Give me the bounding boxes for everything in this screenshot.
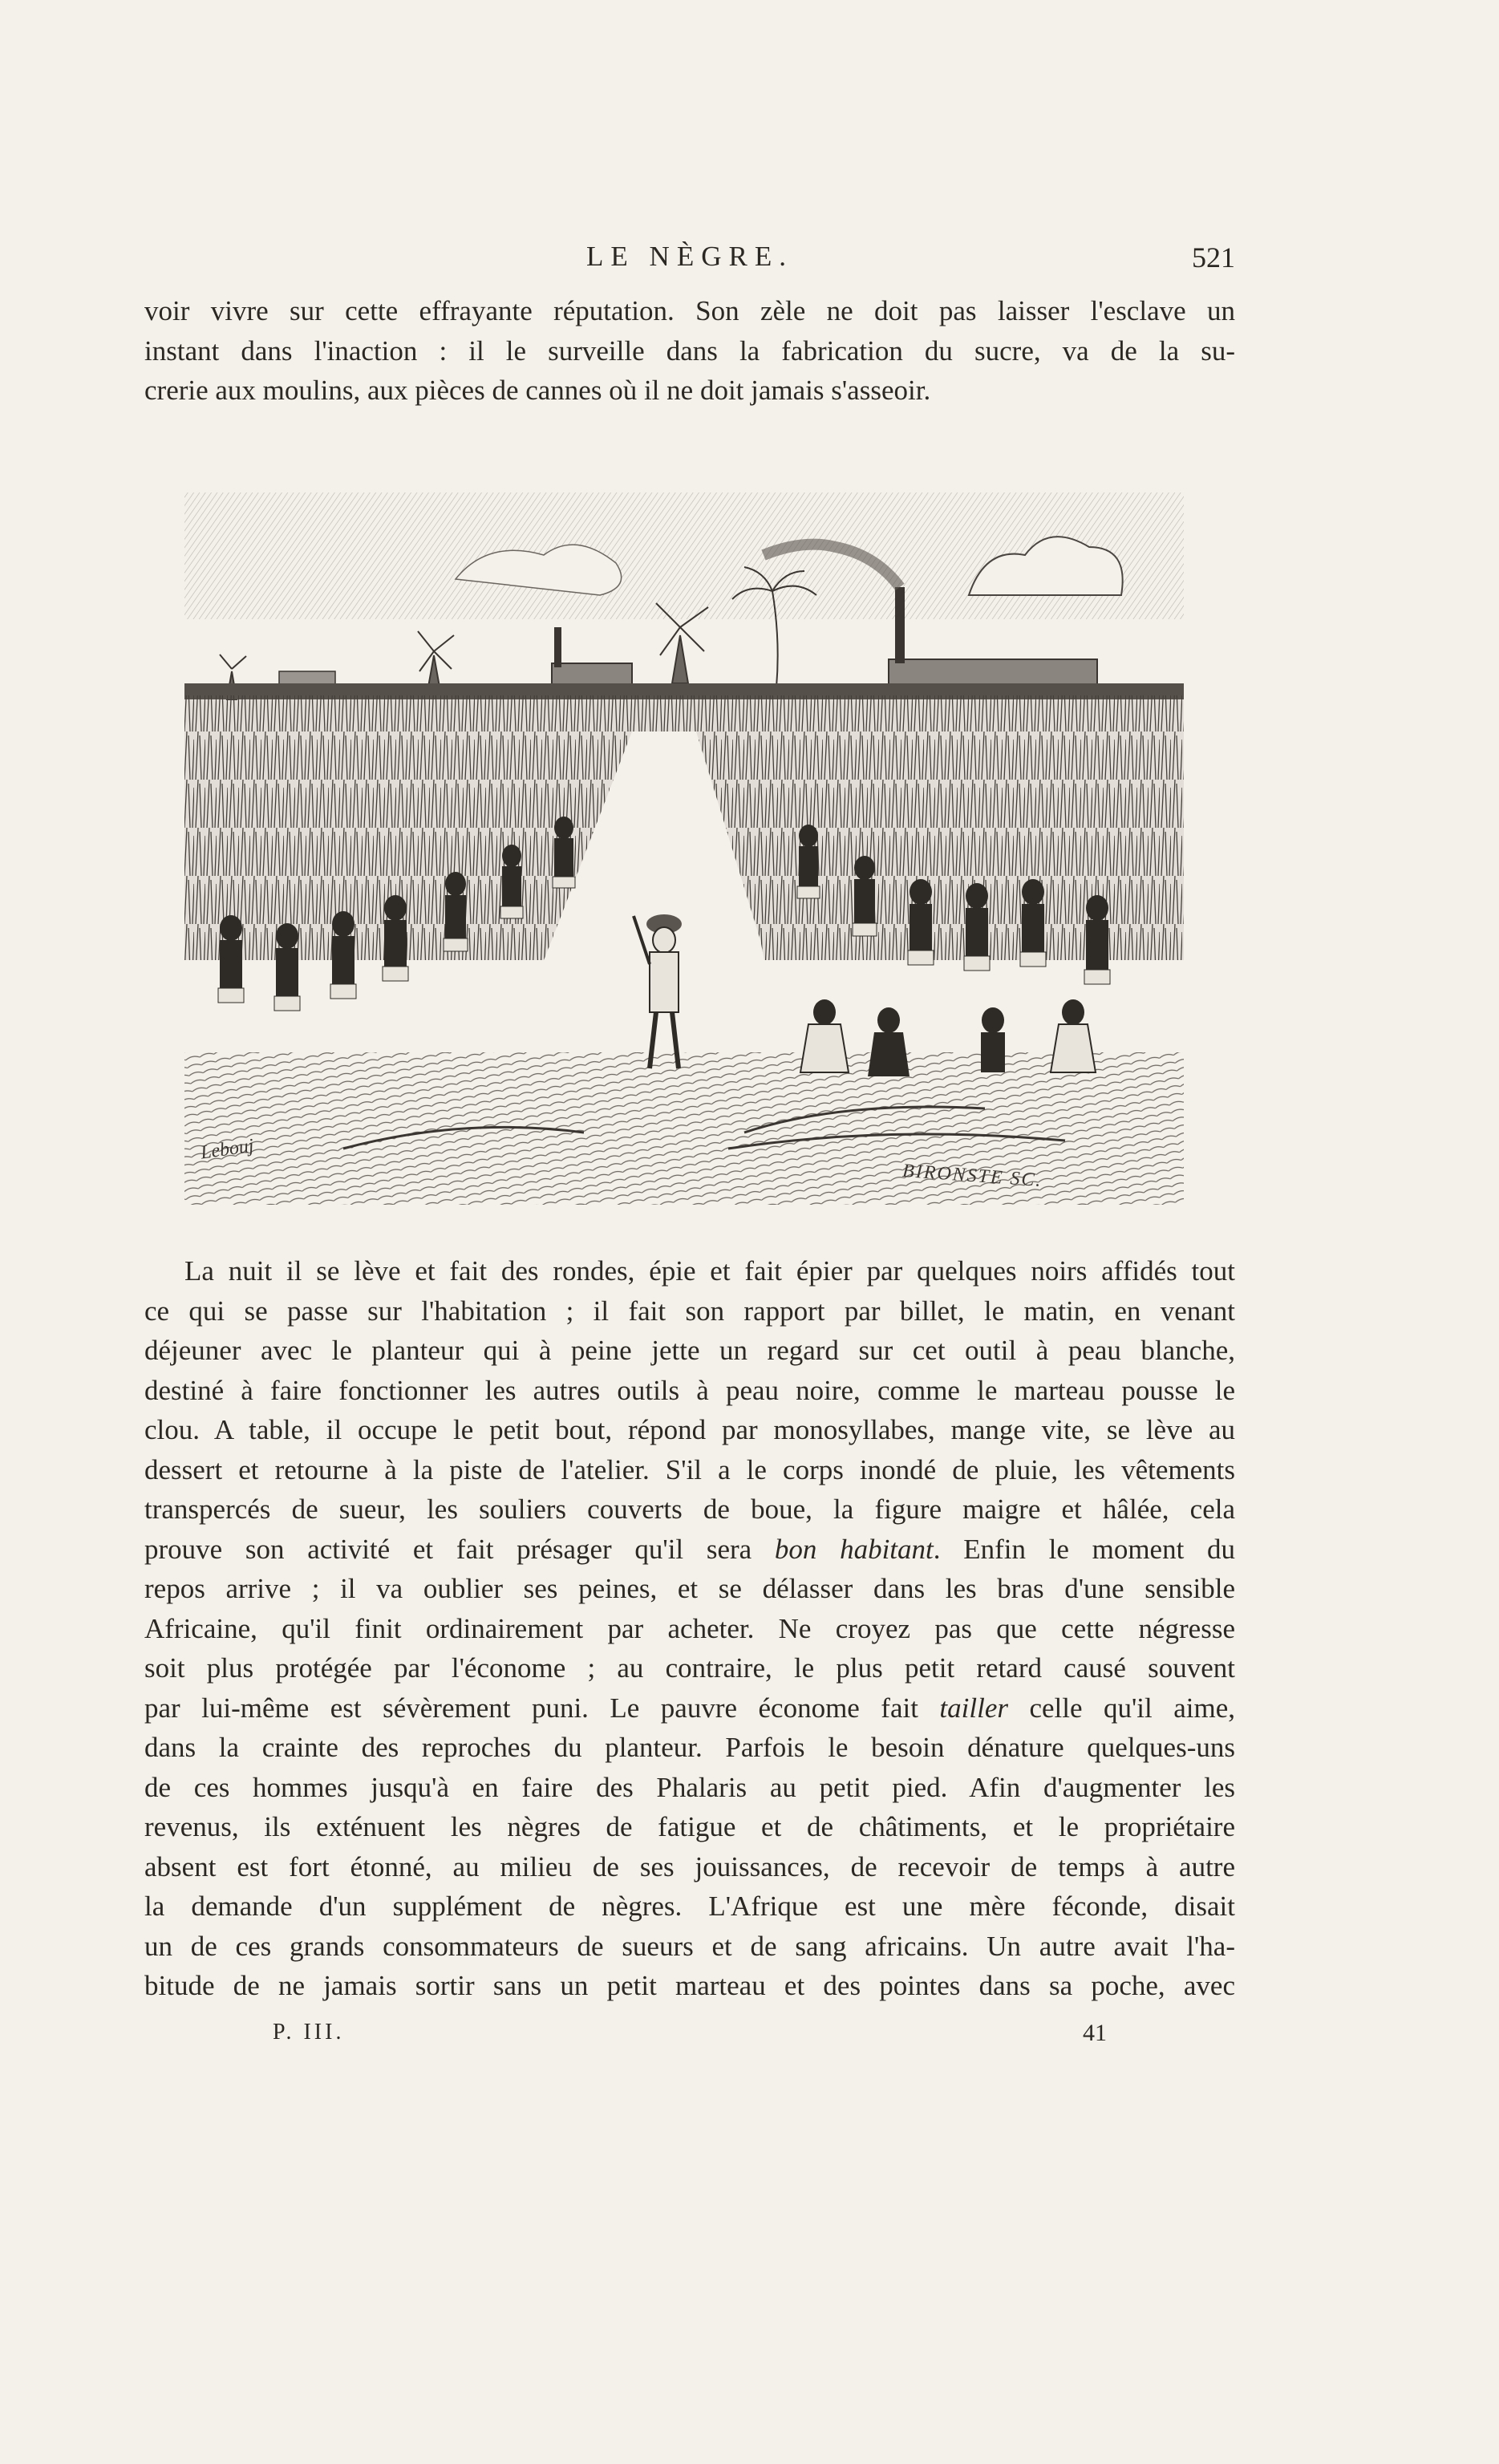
running-head xyxy=(144,241,1235,281)
text-line: Africaine, qu'il finit ordinairement par acheter. Ne croyez pas que cette négresse xyxy=(144,1612,1235,1644)
sheet-number: 41 xyxy=(1083,2020,1107,2046)
text-run: . Enfin le moment du xyxy=(933,1533,1235,1565)
engraver-signature-left: Lebouj xyxy=(199,1135,256,1164)
text-line: destiné à faire fonctionner les autres outils à peau noire, comme le marteau pousse le xyxy=(144,1374,1235,1406)
text-line: crerie aux moulins, aux pièces de cannes où il ne doit jamais s'asseoir. xyxy=(144,375,931,406)
text-line: transpercés de sueur, les souliers couverts de boue, la figure maigre et hâlée, cela xyxy=(144,1493,1235,1525)
text-run: celle qu'il aime, xyxy=(1007,1692,1235,1724)
text-line xyxy=(144,1688,1235,1728)
page-footer xyxy=(273,2020,1107,2056)
text-line: clou. A table, il occupe le petit bout, répond par monosyllabes, mange vite, se lève au xyxy=(144,1414,1235,1445)
text-line: voir vivre sur cette effrayante réputation. Son zèle ne doit pas laisser l'esclave un xyxy=(144,295,1235,326)
text-run: prouve son activité et fait présager qu'il sera xyxy=(144,1533,775,1565)
text-line: absent est fort étonné, au milieu de ses jouissances, de recevoir de temps à autre xyxy=(144,1850,1235,1882)
text-line: revenus, ils exténuent les nègres de fatigue et de châtiments, et le propriétaire xyxy=(144,1811,1235,1842)
italic-text: bon habitant xyxy=(774,1533,934,1565)
text-line: dessert et retourne à la piste de l'atelier. S'il a le corps inondé de pluie, les vêtements xyxy=(144,1453,1235,1485)
text-line: déjeuner avec le planteur qui à peine jette un regard sur cet outil à peau blanche, xyxy=(144,1335,1235,1366)
text-line: soit plus protégée par l'économe ; au contraire, le plus petit retard causé souvent xyxy=(144,1652,1235,1684)
text-run: par lui-même est sévèrement puni. Le pauvre économe fait xyxy=(144,1692,940,1724)
page-number: 521 xyxy=(1192,241,1235,274)
italic-text: tailler xyxy=(939,1692,1008,1724)
text-line: de ces hommes jusqu'à en faire des Phalaris au petit pied. Afin d'augmenter les xyxy=(144,1771,1235,1803)
body-paragraph xyxy=(144,1251,1235,2006)
running-title: LE NÈGRE. xyxy=(586,241,793,272)
text-line: un de ces grands consommateurs de sueurs et de sang africains. Un autre avait l'ha- xyxy=(144,1930,1235,1962)
signature-mark: P. III. xyxy=(273,2020,345,2045)
text-line: La nuit il se lève et fait des rondes, épie et fait épier par quelques noirs affidés tout xyxy=(184,1255,1235,1287)
engraver-signature-right: BIRONSTE SC. xyxy=(901,1160,1043,1192)
engraving-sugarcane-harvest xyxy=(183,491,1185,1213)
engraving-drawing xyxy=(183,491,1185,1213)
text-line: ce qui se passe sur l'habitation ; il fait son rapport par billet, le matin, en venant xyxy=(144,1295,1235,1327)
text-line: la demande d'un supplément de nègres. L'Afrique est une mère féconde, disait xyxy=(144,1891,1235,1922)
top-paragraph xyxy=(144,291,1235,411)
text-line: repos arrive ; il va oublier ses peines, et se délasser dans les bras d'une sensible xyxy=(144,1573,1235,1604)
text-line xyxy=(144,1530,1235,1570)
text-line: dans la crainte des reproches du planteur. Parfois le besoin dénature quelques-uns xyxy=(144,1732,1235,1763)
text-line: instant dans l'inaction : il le surveille dans la fabrication du sucre, va de la su- xyxy=(144,334,1235,367)
text-line: bitude de ne jamais sortir sans un petit marteau et des pointes dans sa poche, avec xyxy=(144,1970,1235,2001)
